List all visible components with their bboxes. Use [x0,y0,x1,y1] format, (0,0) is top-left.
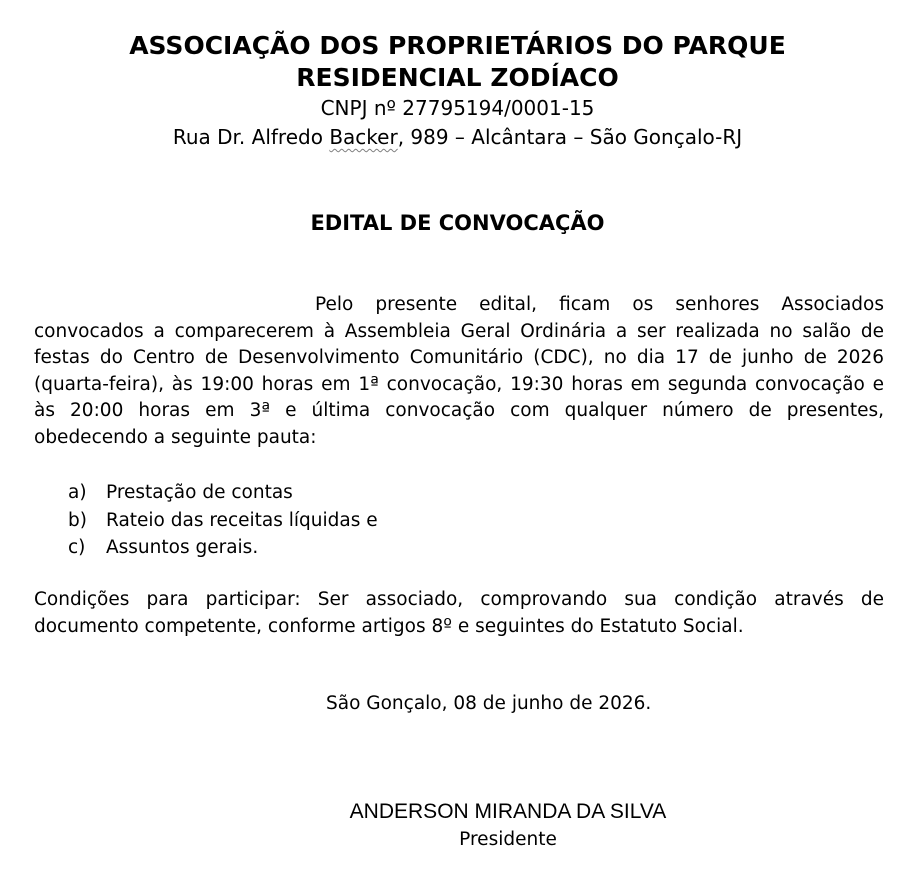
agenda-item [68,507,768,535]
agenda-item-text: Prestação de contas [106,482,293,503]
signatory-name: ANDERSON MIRANDA DA SILVA [349,800,667,823]
signature-block [0,798,915,853]
agenda-item [68,534,768,562]
spellcheck-flagged-word: Backer [329,125,398,149]
letterhead [0,30,915,152]
agenda-item [68,479,768,507]
agenda-item-text: Assuntos gerais. [106,537,259,558]
agenda-item-text: Rateio das receitas líquidas e [106,509,378,531]
participation-conditions: Condições para participar: Ser associado, comprovando sua condição através de documento competente, conforme artigos 8º e seguintes do Estatuto Social. [34,589,884,637]
agenda-item-marker: b) [68,509,87,531]
agenda-list [68,479,768,562]
agenda-item-marker: a) [68,482,87,503]
cnpj-line: CNPJ nº 27795194/0001-15 [320,96,595,120]
organization-name-line-1: ASSOCIAÇÃO DOS PROPRIETÁRIOS DO PARQUE [129,31,786,60]
signatory-role: Presidente [459,829,557,850]
organization-name-line-2: RESIDENCIAL ZODÍACO [296,63,619,92]
place-and-date: São Gonçalo, 08 de junho de 2026. [326,693,652,714]
convocation-paragraph: Pelo presente edital, ficam os senhores Associados convocados a comparecerem à Assembleia Geral Ordinária a ser realizada no salão de festas do Centro de Desenvolvimento Comunitário (CDC), no dia 17 de junho de 2026 (quarta-feira), às 19:00 horas em 1ª convocação, 19:30 horas em segunda convocação e às 20:00 horas em 3ª e última convocação com qualquer número de presentes, obedecendo a seguinte pauta: [34,294,884,448]
document-title: EDITAL DE CONVOCAÇÃO [310,211,605,235]
address-prefix: Rua Dr. Alfredo [172,125,330,149]
agenda-item-marker: c) [68,537,86,558]
address-line [0,123,915,152]
address-suffix: , 989 – Alcântara – São Gonçalo-RJ [397,125,743,149]
